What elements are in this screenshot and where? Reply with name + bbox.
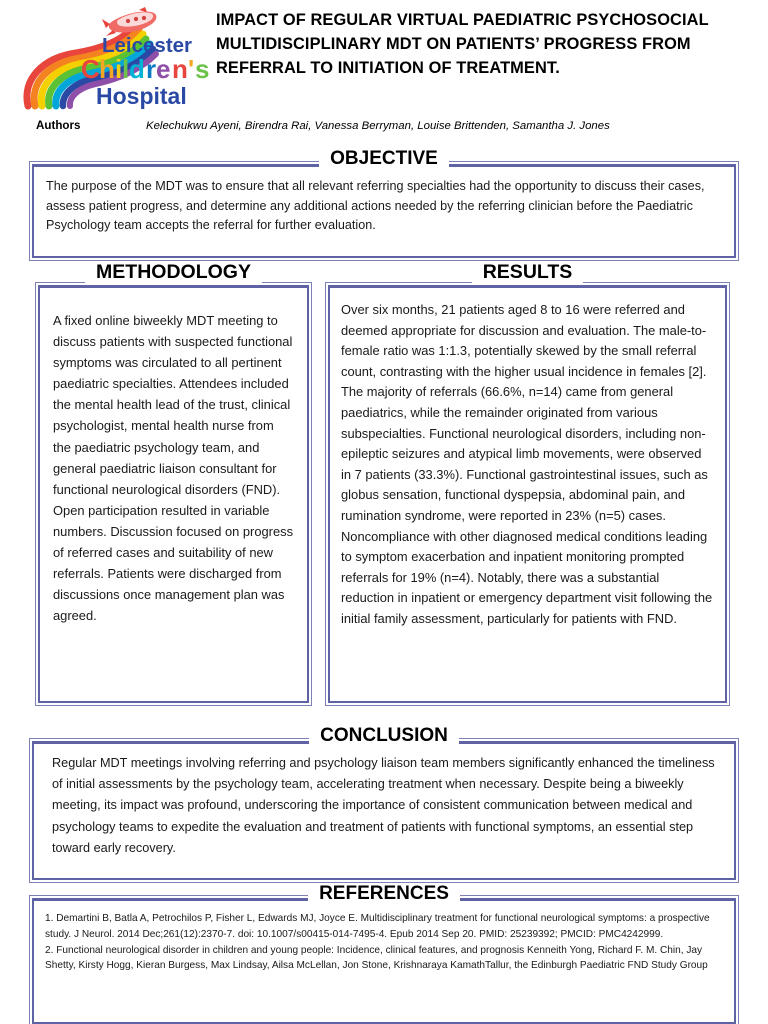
svg-text:': ': [188, 54, 195, 84]
section-results: [325, 261, 730, 706]
section-objective-title-text: OBJECTIVE: [319, 148, 449, 170]
objective-text: The purpose of the MDT was to ensure that all relevant referring specialties had the opportunity to discuss their cases, assess patient progress, and determine any additional actions needed by the referring clinician before the Paediatric Psychology team accepts the referral for further evaluation.: [46, 179, 705, 233]
section-methodology-title: [36, 261, 311, 283]
authors-label: Authors: [36, 119, 81, 132]
svg-text:Leicester: Leicester: [102, 34, 193, 57]
results-paragraph-1: Over six months, 21 patients aged 8 to 16 were referred and deemed appropriate for discussion and evaluation. The male-to-female ratio was 1:1.3, potentially skewed by the small referral count, contrasting with the higher usual incidence in females [2]. The majority of referrals (66.6%, n=14) came from general paediatrics, while the remainder originated from various subspecialties. Functional neurological disorders, including non-epileptic seizures and atypical limb movements, were observed in 7 patients (33.3%). Functional gastrointestinal issues, such as globus sensation, functional dyspepsia, abdominal pain, and rumination syndrome, were reported in 23% (n=5) cases.: [341, 302, 708, 523]
methodology-text: A fixed online biweekly MDT meeting to discuss patients with suspected functional symptoms was circulated to all pertinent paediatric specialties. Attendees included the mental health lead of the trust, clinical psychologist, mental health nurse from the paediatric psychology team, and general paediatric liaison consultant for functional neurological disorders (FND). Open participation resulted in variable numbers. Discussion focused on progress of referred cases and suitability of new referrals. Patients were discharged from discussions once management plan was agreed.: [53, 313, 294, 624]
title-block: [216, 8, 760, 80]
section-results-body: [330, 288, 725, 701]
svg-text:s: s: [195, 54, 210, 84]
section-references: [29, 883, 739, 1024]
section-methodology-body: [40, 288, 307, 701]
section-references-frame: [32, 898, 736, 1024]
hospital-logo-icon: [18, 6, 218, 118]
results-paragraph-2: Noncompliance with other diagnosed medical conditions leading to symptom exacerbation and inpatient monitoring prompted referrals for 19% (n=4). Notably, there was a substantial reduction in inpatient or emergency department visit following the initial family assessment, particularly for patients with FND.: [341, 528, 713, 626]
svg-text:h: h: [99, 54, 115, 84]
svg-text:r: r: [146, 54, 157, 84]
svg-text:d: d: [129, 54, 145, 84]
leicester-childrens-hospital-logo: [18, 6, 218, 118]
section-conclusion-body: [34, 744, 734, 878]
svg-text:i: i: [115, 54, 123, 84]
section-methodology-frame: [38, 285, 309, 703]
section-results-title: [326, 261, 729, 283]
section-objective: [29, 148, 739, 261]
reference-item: 2. Functional neurological disorder in children and young people: Incidence, clinical features, and prognosis Kenneith Yong, Richard F. M. Chin, Jay Shetty, Kirsty Hogg, Kieran Burgess, Max Lindsay, Ailsa McLellan, Jon Stone, Krishnaraya KamathTallur, the Edinburgh Paediatric FND Study Group: [45, 944, 708, 972]
section-references-body: [34, 901, 734, 1022]
svg-text:n: n: [172, 54, 188, 84]
section-objective-body: [34, 167, 734, 256]
svg-text:l: l: [122, 54, 130, 84]
poster-header: [0, 0, 768, 146]
svg-text:e: e: [156, 54, 171, 84]
section-objective-frame: [32, 164, 736, 258]
section-methodology: [35, 261, 312, 706]
conclusion-text: Regular MDT meetings involving referring and psychology liaison team members significantly enhanced the timeliness of initial assessments by the psychology team, accelerating treatment when necessary. Despite being a biweekly meeting, its impact was profound, underscoring the importance of consistent communication between medical and psychology teams to expedite the evaluation and treatment of patients with functional symptoms, an essential step toward early recovery.: [52, 756, 715, 855]
section-conclusion-title-text: CONCLUSION: [309, 725, 459, 747]
authors-row: [36, 119, 736, 132]
section-methodology-title-text: METHODOLOGY: [85, 261, 262, 283]
section-references-title-text: REFERENCES: [308, 883, 460, 905]
page-title: IMPACT OF REGULAR VIRTUAL PAEDIATRIC PSYCHOSOCIAL MULTIDISCIPLINARY MDT ON PATIENTS’ PROGRESS FROM REFERRAL TO INITIATION OF TREATMENT.: [216, 11, 709, 78]
svg-text:Hospital: Hospital: [96, 83, 187, 109]
rocket-icon: [102, 7, 156, 36]
section-conclusion-frame: [32, 741, 736, 880]
authors-names: Kelechukwu Ayeni, Birendra Rai, Vanessa Berryman, Louise Brittenden, Samantha J. Jones: [146, 120, 610, 132]
section-results-title-text: RESULTS: [472, 261, 584, 283]
section-conclusion: [29, 725, 739, 883]
reference-item: 1. Demartini B, Batla A, Petrochilos P, Fisher L, Edwards MJ, Joyce E. Multidisciplinary treatment for functional neurological symptoms: a prospective study. J Neurol. 2014 Dec;261(12):2370-7. doi: 10.1007/s00415-014-7495-4. Epub 2014 Sep 20. PMID: 25239392; PMCID: PMC4242999.: [45, 913, 710, 940]
svg-text:C: C: [81, 54, 100, 84]
section-results-frame: [328, 285, 727, 703]
